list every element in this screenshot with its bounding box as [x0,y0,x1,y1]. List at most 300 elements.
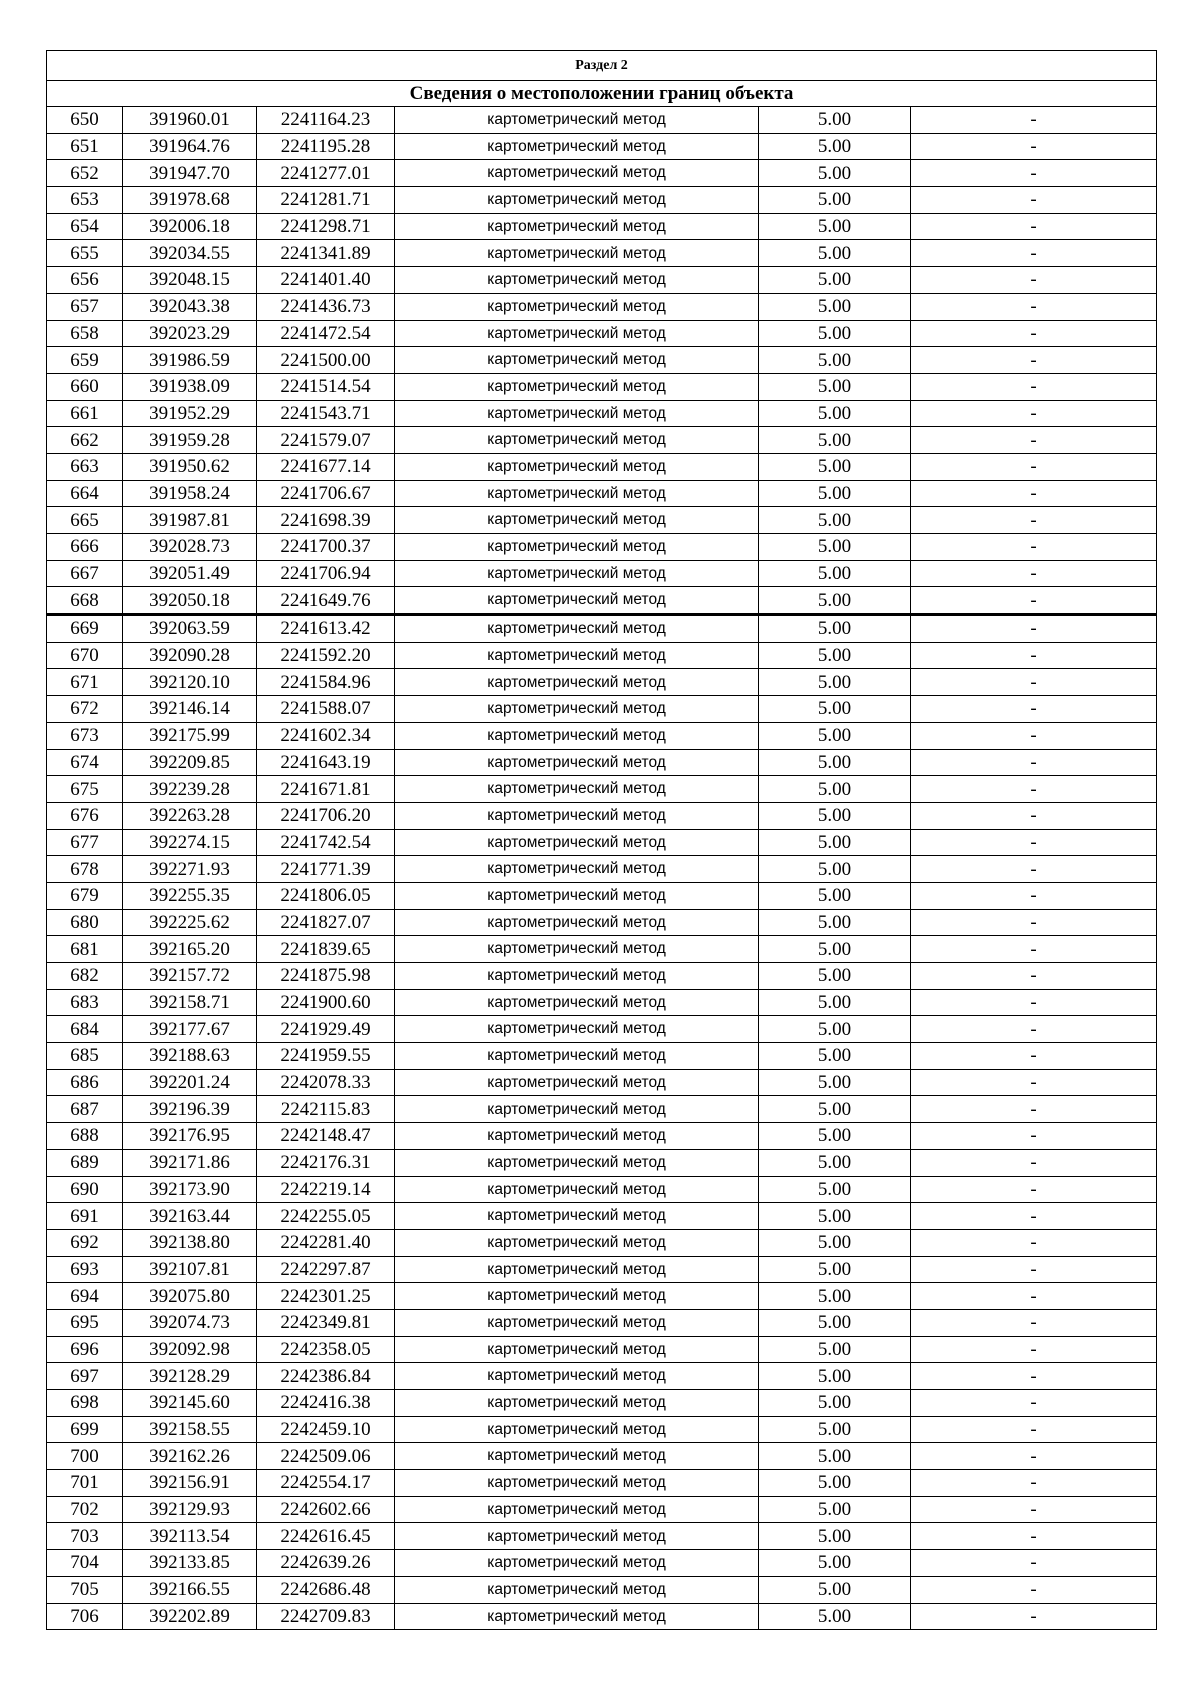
note-cell: - [911,1096,1157,1123]
note-cell: - [911,400,1157,427]
table-row [47,989,1157,1016]
note-cell: - [911,1576,1157,1603]
table-row [47,1229,1157,1256]
note-cell: - [911,453,1157,480]
coord-x-cell: 392043.38 [123,293,257,320]
method-cell: картометрический метод [395,480,759,507]
point-number-cell: 650 [47,107,123,134]
note-cell: - [911,1283,1157,1310]
accuracy-cell: 5.00 [759,1149,911,1176]
coord-y-cell: 2242297.87 [257,1256,395,1283]
coord-x-cell: 391958.24 [123,480,257,507]
table-row [47,587,1157,615]
coord-y-cell: 2241649.76 [257,587,395,615]
table-row [47,1283,1157,1310]
note-cell: - [911,776,1157,803]
accuracy-cell: 5.00 [759,1416,911,1443]
accuracy-cell: 5.00 [759,1283,911,1310]
point-number-cell: 678 [47,856,123,883]
coord-x-cell: 392196.39 [123,1096,257,1123]
coord-y-cell: 2241700.37 [257,534,395,561]
point-number-cell: 694 [47,1283,123,1310]
coord-x-cell: 392239.28 [123,776,257,803]
coord-y-cell: 2241698.39 [257,507,395,534]
method-cell: картометрический метод [395,1176,759,1203]
coord-y-cell: 2241588.07 [257,696,395,723]
note-cell: - [911,802,1157,829]
accuracy-cell: 5.00 [759,642,911,669]
note-cell: - [911,1309,1157,1336]
coord-x-cell: 392158.55 [123,1416,257,1443]
accuracy-cell: 5.00 [759,373,911,400]
table-row [47,1550,1157,1577]
point-number-cell: 660 [47,373,123,400]
coord-y-cell: 2241277.01 [257,160,395,187]
table-row [47,1176,1157,1203]
coord-x-cell: 392074.73 [123,1309,257,1336]
coord-y-cell: 2241827.07 [257,909,395,936]
coord-y-cell: 2242639.26 [257,1550,395,1577]
coord-y-cell: 2241472.54 [257,320,395,347]
point-number-cell: 692 [47,1229,123,1256]
table-row [47,400,1157,427]
coord-y-cell: 2241543.71 [257,400,395,427]
method-cell: картометрический метод [395,1256,759,1283]
accuracy-cell: 5.00 [759,480,911,507]
point-number-cell: 674 [47,749,123,776]
method-cell: картометрический метод [395,133,759,160]
accuracy-cell: 5.00 [759,1176,911,1203]
method-cell: картометрический метод [395,240,759,267]
boundary-coordinates-table [46,50,1157,1630]
coord-y-cell: 2241643.19 [257,749,395,776]
coord-x-cell: 392263.28 [123,802,257,829]
note-cell: - [911,1470,1157,1497]
table-row [47,347,1157,374]
method-cell: картометрический метод [395,776,759,803]
method-cell: картометрический метод [395,1363,759,1390]
coord-y-cell: 2241806.05 [257,882,395,909]
method-cell: картометрический метод [395,560,759,587]
section-title: Раздел 2 [47,51,1157,81]
method-cell: картометрический метод [395,696,759,723]
note-cell: - [911,107,1157,134]
note-cell: - [911,1069,1157,1096]
coord-x-cell: 391987.81 [123,507,257,534]
note-cell: - [911,909,1157,936]
table-row [47,133,1157,160]
table-row [47,1496,1157,1523]
coord-x-cell: 392255.35 [123,882,257,909]
coord-x-cell: 391952.29 [123,400,257,427]
method-cell: картометрический метод [395,1576,759,1603]
coord-x-cell: 391986.59 [123,347,257,374]
table-row [47,802,1157,829]
coord-y-cell: 2241706.94 [257,560,395,587]
coord-y-cell: 2241677.14 [257,453,395,480]
note-cell: - [911,1016,1157,1043]
table-row [47,829,1157,856]
coord-x-cell: 392163.44 [123,1203,257,1230]
accuracy-cell: 5.00 [759,1043,911,1070]
point-number-cell: 679 [47,882,123,909]
point-number-cell: 691 [47,1203,123,1230]
method-cell: картометрический метод [395,989,759,1016]
point-number-cell: 656 [47,267,123,294]
coord-x-cell: 392133.85 [123,1550,257,1577]
method-cell: картометрический метод [395,1470,759,1497]
coord-x-cell: 392050.18 [123,587,257,615]
method-cell: картометрический метод [395,1603,759,1630]
coord-x-cell: 392090.28 [123,642,257,669]
method-cell: картометрический метод [395,293,759,320]
point-number-cell: 661 [47,400,123,427]
coord-x-cell: 392063.59 [123,615,257,643]
point-number-cell: 672 [47,696,123,723]
accuracy-cell: 5.00 [759,1203,911,1230]
coord-x-cell: 392175.99 [123,722,257,749]
point-number-cell: 702 [47,1496,123,1523]
point-number-cell: 686 [47,1069,123,1096]
method-cell: картометрический метод [395,936,759,963]
note-cell: - [911,722,1157,749]
point-number-cell: 666 [47,534,123,561]
accuracy-cell: 5.00 [759,160,911,187]
accuracy-cell: 5.00 [759,507,911,534]
point-number-cell: 705 [47,1576,123,1603]
accuracy-cell: 5.00 [759,1069,911,1096]
method-cell: картометрический метод [395,347,759,374]
coord-x-cell: 392209.85 [123,749,257,776]
method-cell: картометрический метод [395,802,759,829]
accuracy-cell: 5.00 [759,669,911,696]
coord-y-cell: 2241401.40 [257,267,395,294]
accuracy-cell: 5.00 [759,1309,911,1336]
accuracy-cell: 5.00 [759,1229,911,1256]
point-number-cell: 680 [47,909,123,936]
accuracy-cell: 5.00 [759,1390,911,1417]
table-row [47,749,1157,776]
method-cell: картометрический метод [395,615,759,643]
note-cell: - [911,669,1157,696]
note-cell: - [911,1443,1157,1470]
coord-x-cell: 392146.14 [123,696,257,723]
accuracy-cell: 5.00 [759,1523,911,1550]
method-cell: картометрический метод [395,107,759,134]
method-cell: картометрический метод [395,427,759,454]
method-cell: картометрический метод [395,642,759,669]
coord-x-cell: 391978.68 [123,187,257,214]
point-number-cell: 657 [47,293,123,320]
point-number-cell: 682 [47,963,123,990]
coord-y-cell: 2242616.45 [257,1523,395,1550]
method-cell: картометрический метод [395,1523,759,1550]
coord-x-cell: 392128.29 [123,1363,257,1390]
accuracy-cell: 5.00 [759,1123,911,1150]
accuracy-cell: 5.00 [759,829,911,856]
coord-x-cell: 392006.18 [123,213,257,240]
coord-x-cell: 392034.55 [123,240,257,267]
accuracy-cell: 5.00 [759,560,911,587]
accuracy-cell: 5.00 [759,347,911,374]
point-number-cell: 703 [47,1523,123,1550]
note-cell: - [911,749,1157,776]
point-number-cell: 697 [47,1363,123,1390]
coord-y-cell: 2241341.89 [257,240,395,267]
method-cell: картометрический метод [395,1096,759,1123]
point-number-cell: 669 [47,615,123,643]
table-row [47,240,1157,267]
note-cell: - [911,989,1157,1016]
table-row [47,534,1157,561]
note-cell: - [911,240,1157,267]
point-number-cell: 668 [47,587,123,615]
accuracy-cell: 5.00 [759,1096,911,1123]
accuracy-cell: 5.00 [759,1470,911,1497]
coord-x-cell: 392274.15 [123,829,257,856]
point-number-cell: 675 [47,776,123,803]
coord-x-cell: 392225.62 [123,909,257,936]
note-cell: - [911,187,1157,214]
table-row [47,1203,1157,1230]
note-cell: - [911,534,1157,561]
table-row [47,722,1157,749]
accuracy-cell: 5.00 [759,213,911,240]
point-number-cell: 685 [47,1043,123,1070]
coord-y-cell: 2242416.38 [257,1390,395,1417]
coord-y-cell: 2242358.05 [257,1336,395,1363]
method-cell: картометрический метод [395,1043,759,1070]
note-cell: - [911,1123,1157,1150]
note-cell: - [911,293,1157,320]
table-row [47,615,1157,643]
note-cell: - [911,1363,1157,1390]
method-cell: картометрический метод [395,1283,759,1310]
table-row [47,1149,1157,1176]
coord-x-cell: 392138.80 [123,1229,257,1256]
method-cell: картометрический метод [395,1229,759,1256]
coord-x-cell: 392162.26 [123,1443,257,1470]
accuracy-cell: 5.00 [759,722,911,749]
method-cell: картометрический метод [395,320,759,347]
coord-x-cell: 392120.10 [123,669,257,696]
table-row [47,1363,1157,1390]
coord-y-cell: 2241164.23 [257,107,395,134]
coord-x-cell: 392048.15 [123,267,257,294]
coord-y-cell: 2241839.65 [257,936,395,963]
section-heading: Сведения о местоположении границ объекта [47,81,1157,107]
table-row [47,1123,1157,1150]
coord-y-cell: 2242686.48 [257,1576,395,1603]
coord-y-cell: 2241875.98 [257,963,395,990]
table-row [47,1390,1157,1417]
point-number-cell: 699 [47,1416,123,1443]
table-row [47,1443,1157,1470]
note-cell: - [911,963,1157,990]
accuracy-cell: 5.00 [759,989,911,1016]
table-body [47,51,1157,1630]
accuracy-cell: 5.00 [759,1576,911,1603]
point-number-cell: 670 [47,642,123,669]
coord-y-cell: 2242255.05 [257,1203,395,1230]
coord-y-cell: 2242509.06 [257,1443,395,1470]
table-row [47,776,1157,803]
accuracy-cell: 5.00 [759,1256,911,1283]
method-cell: картометрический метод [395,669,759,696]
table-row [47,1096,1157,1123]
accuracy-cell: 5.00 [759,427,911,454]
coord-y-cell: 2241613.42 [257,615,395,643]
method-cell: картометрический метод [395,963,759,990]
coord-y-cell: 2242554.17 [257,1470,395,1497]
accuracy-cell: 5.00 [759,776,911,803]
accuracy-cell: 5.00 [759,856,911,883]
coord-x-cell: 392177.67 [123,1016,257,1043]
point-number-cell: 690 [47,1176,123,1203]
table-row [47,1336,1157,1363]
point-number-cell: 700 [47,1443,123,1470]
note-cell: - [911,480,1157,507]
method-cell: картометрический метод [395,1390,759,1417]
accuracy-cell: 5.00 [759,882,911,909]
coord-y-cell: 2241959.55 [257,1043,395,1070]
method-cell: картометрический метод [395,1016,759,1043]
note-cell: - [911,347,1157,374]
accuracy-cell: 5.00 [759,1443,911,1470]
point-number-cell: 695 [47,1309,123,1336]
point-number-cell: 652 [47,160,123,187]
table-row [47,320,1157,347]
method-cell: картометрический метод [395,1496,759,1523]
method-cell: картометрический метод [395,1069,759,1096]
coord-x-cell: 392271.93 [123,856,257,883]
coord-y-cell: 2241671.81 [257,776,395,803]
note-cell: - [911,882,1157,909]
table-row [47,453,1157,480]
method-cell: картометрический метод [395,1443,759,1470]
point-number-cell: 667 [47,560,123,587]
point-number-cell: 664 [47,480,123,507]
method-cell: картометрический метод [395,829,759,856]
point-number-cell: 663 [47,453,123,480]
accuracy-cell: 5.00 [759,107,911,134]
coord-x-cell: 392202.89 [123,1603,257,1630]
coord-y-cell: 2242709.83 [257,1603,395,1630]
accuracy-cell: 5.00 [759,749,911,776]
coord-x-cell: 391950.62 [123,453,257,480]
point-number-cell: 658 [47,320,123,347]
method-cell: картометрический метод [395,1550,759,1577]
table-row [47,1416,1157,1443]
table-row [47,160,1157,187]
coord-x-cell: 391938.09 [123,373,257,400]
section-heading-row [47,81,1157,107]
coord-y-cell: 2242219.14 [257,1176,395,1203]
table-row [47,1043,1157,1070]
table-row [47,107,1157,134]
coord-y-cell: 2241592.20 [257,642,395,669]
table-row [47,1069,1157,1096]
method-cell: картометрический метод [395,749,759,776]
coord-x-cell: 392176.95 [123,1123,257,1150]
method-cell: картометрический метод [395,1123,759,1150]
accuracy-cell: 5.00 [759,453,911,480]
note-cell: - [911,615,1157,643]
point-number-cell: 706 [47,1603,123,1630]
note-cell: - [911,642,1157,669]
table-row [47,267,1157,294]
table-row [47,480,1157,507]
table-row [47,1256,1157,1283]
accuracy-cell: 5.00 [759,240,911,267]
accuracy-cell: 5.00 [759,1336,911,1363]
coord-x-cell: 392028.73 [123,534,257,561]
coord-y-cell: 2241436.73 [257,293,395,320]
table-row [47,1470,1157,1497]
note-cell: - [911,213,1157,240]
point-number-cell: 677 [47,829,123,856]
coord-y-cell: 2241742.54 [257,829,395,856]
note-cell: - [911,1176,1157,1203]
coord-y-cell: 2241298.71 [257,213,395,240]
coord-x-cell: 392156.91 [123,1470,257,1497]
note-cell: - [911,696,1157,723]
point-number-cell: 696 [47,1336,123,1363]
note-cell: - [911,1496,1157,1523]
accuracy-cell: 5.00 [759,534,911,561]
point-number-cell: 651 [47,133,123,160]
accuracy-cell: 5.00 [759,696,911,723]
note-cell: - [911,267,1157,294]
accuracy-cell: 5.00 [759,936,911,963]
coord-y-cell: 2241281.71 [257,187,395,214]
note-cell: - [911,1523,1157,1550]
method-cell: картометрический метод [395,856,759,883]
coord-y-cell: 2242349.81 [257,1309,395,1336]
coord-y-cell: 2242301.25 [257,1283,395,1310]
coord-x-cell: 392023.29 [123,320,257,347]
coord-x-cell: 391947.70 [123,160,257,187]
table-row [47,1523,1157,1550]
table-row [47,427,1157,454]
point-number-cell: 659 [47,347,123,374]
point-number-cell: 687 [47,1096,123,1123]
point-number-cell: 673 [47,722,123,749]
accuracy-cell: 5.00 [759,267,911,294]
coord-y-cell: 2241706.67 [257,480,395,507]
table-row [47,936,1157,963]
table-row [47,696,1157,723]
note-cell: - [911,1149,1157,1176]
point-number-cell: 688 [47,1123,123,1150]
note-cell: - [911,507,1157,534]
accuracy-cell: 5.00 [759,587,911,615]
point-number-cell: 689 [47,1149,123,1176]
note-cell: - [911,160,1157,187]
coord-y-cell: 2241602.34 [257,722,395,749]
table-row [47,669,1157,696]
coord-x-cell: 392158.71 [123,989,257,1016]
table-row [47,507,1157,534]
note-cell: - [911,1256,1157,1283]
table-row [47,373,1157,400]
point-number-cell: 684 [47,1016,123,1043]
coord-x-cell: 392165.20 [123,936,257,963]
note-cell: - [911,1550,1157,1577]
coord-x-cell: 392173.90 [123,1176,257,1203]
accuracy-cell: 5.00 [759,293,911,320]
note-cell: - [911,1203,1157,1230]
